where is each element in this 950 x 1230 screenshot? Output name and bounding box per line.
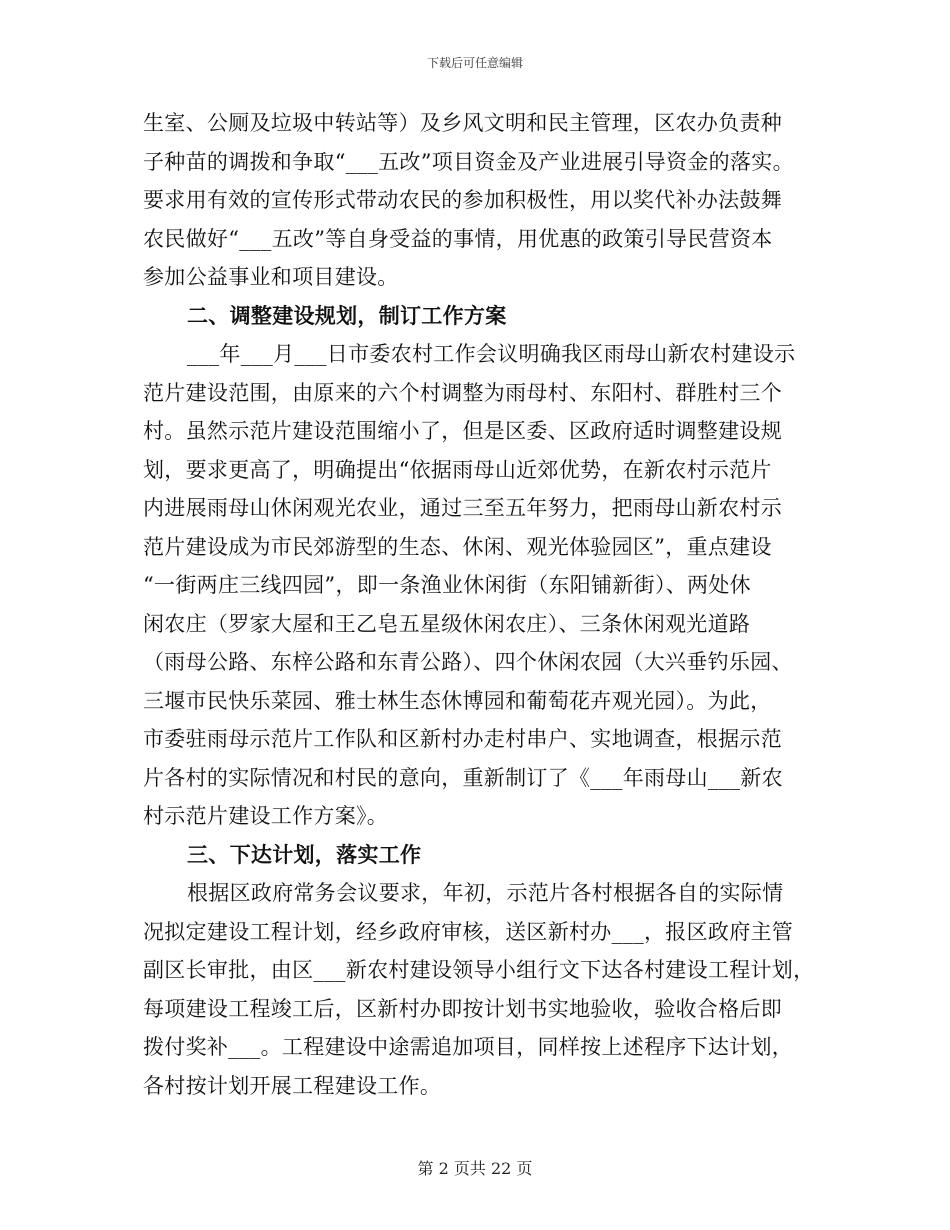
paragraph-line: 村示范片建设工作方案》。 [143, 804, 389, 828]
paragraph-line: 村。虽然示范片建设范围缩小了，但是区委、区政府适时调整建设规 [143, 419, 782, 443]
paragraph-line: 副区长审批，由区___新农村建设领导小组行文下达各村建设工程计划， [143, 958, 815, 982]
paragraph-line: 每项建设工程竣工后，区新村办即按计划书实地验收，验收合格后即 [143, 996, 782, 1021]
paragraph-line: 拨付奖补___。工程建设中途需追加项目，同样按上述程序下达计划， [143, 1035, 794, 1059]
paragraph-line: 闲农庄（罗家大屋和王乙皂五星级休闲农庄）、三条休闲观光道路 [143, 611, 751, 636]
section-heading: 二、调整建设规划，制订工作方案 [187, 302, 507, 328]
paragraph-line: 根据区政府常务会议要求，年初，示范片各村根据各自的实际情 [187, 881, 784, 905]
paragraph-line: 三堰市民快乐菜园、雅士林生态休博园和葡萄花卉观光园）。为此， [143, 688, 772, 713]
paragraph-line: 参加公益事业和项目建设。 [143, 265, 399, 289]
paragraph-line: 生室、公厕及垃圾中转站等）及乡风文明和民主管理，区农办负责种 [143, 111, 782, 135]
paragraph-line: （雨母公路、东梓公路和东青公路）、四个休闲农园（大兴垂钓乐园、 [143, 650, 793, 674]
paragraph-line: 内进展雨母山休闲观光农业，通过三至五年努力，把雨母山新农村示 [143, 496, 782, 520]
paragraph-line: 市委驻雨母示范片工作队和区新村办走村串户、实地调查，根据示范 [143, 727, 782, 751]
paragraph-line: 子种苗的调拨和争取“___五改”项目资金及产业进展引导资金的落实。 [143, 149, 794, 174]
paragraph-line: 划，要求更高了，明确提出“依据雨母山近郊优势，在新农村示范片 [143, 457, 772, 482]
page-footer: 第 2 页共 22 页 [417, 1159, 533, 1178]
paragraph-line: 范片建设范围，由原来的六个村调整为雨母村、东阳村、群胜村三个 [143, 380, 782, 405]
section-heading: 三、下达计划，落实工作 [187, 841, 422, 867]
document-body [143, 104, 823, 1105]
paragraph-line: 况拟定建设工程计划，经乡政府审核，送区新村办___，报区政府主管 [143, 919, 794, 944]
paragraph-line: 片各村的实际情况和村民的意向，重新制订了《___年雨母山___新农 [143, 765, 783, 790]
page-header: 下载后可任意编辑 [426, 56, 523, 70]
paragraph-line: “一街两庄三线四园”，即一条渔业休闲街（东阳铺新街）、两处休 [143, 573, 751, 597]
paragraph-line: ___年___月___日市委农村工作会议明确我区雨母山新农村建设示 [187, 342, 796, 366]
paragraph-line: 范片建设成为市民郊游型的生态、休闲、观光体验园区”，重点建设 [143, 534, 772, 559]
paragraph-line: 农民做好“___五改”等自身受益的事情，用优惠的政策引导民营资本 [143, 226, 773, 251]
paragraph-line: 各村按计划开展工程建设工作。 [143, 1073, 442, 1098]
paragraph-line: 要求用有效的宣传形式带动农民的参加积极性，用以奖代补办法鼓舞 [143, 188, 782, 212]
